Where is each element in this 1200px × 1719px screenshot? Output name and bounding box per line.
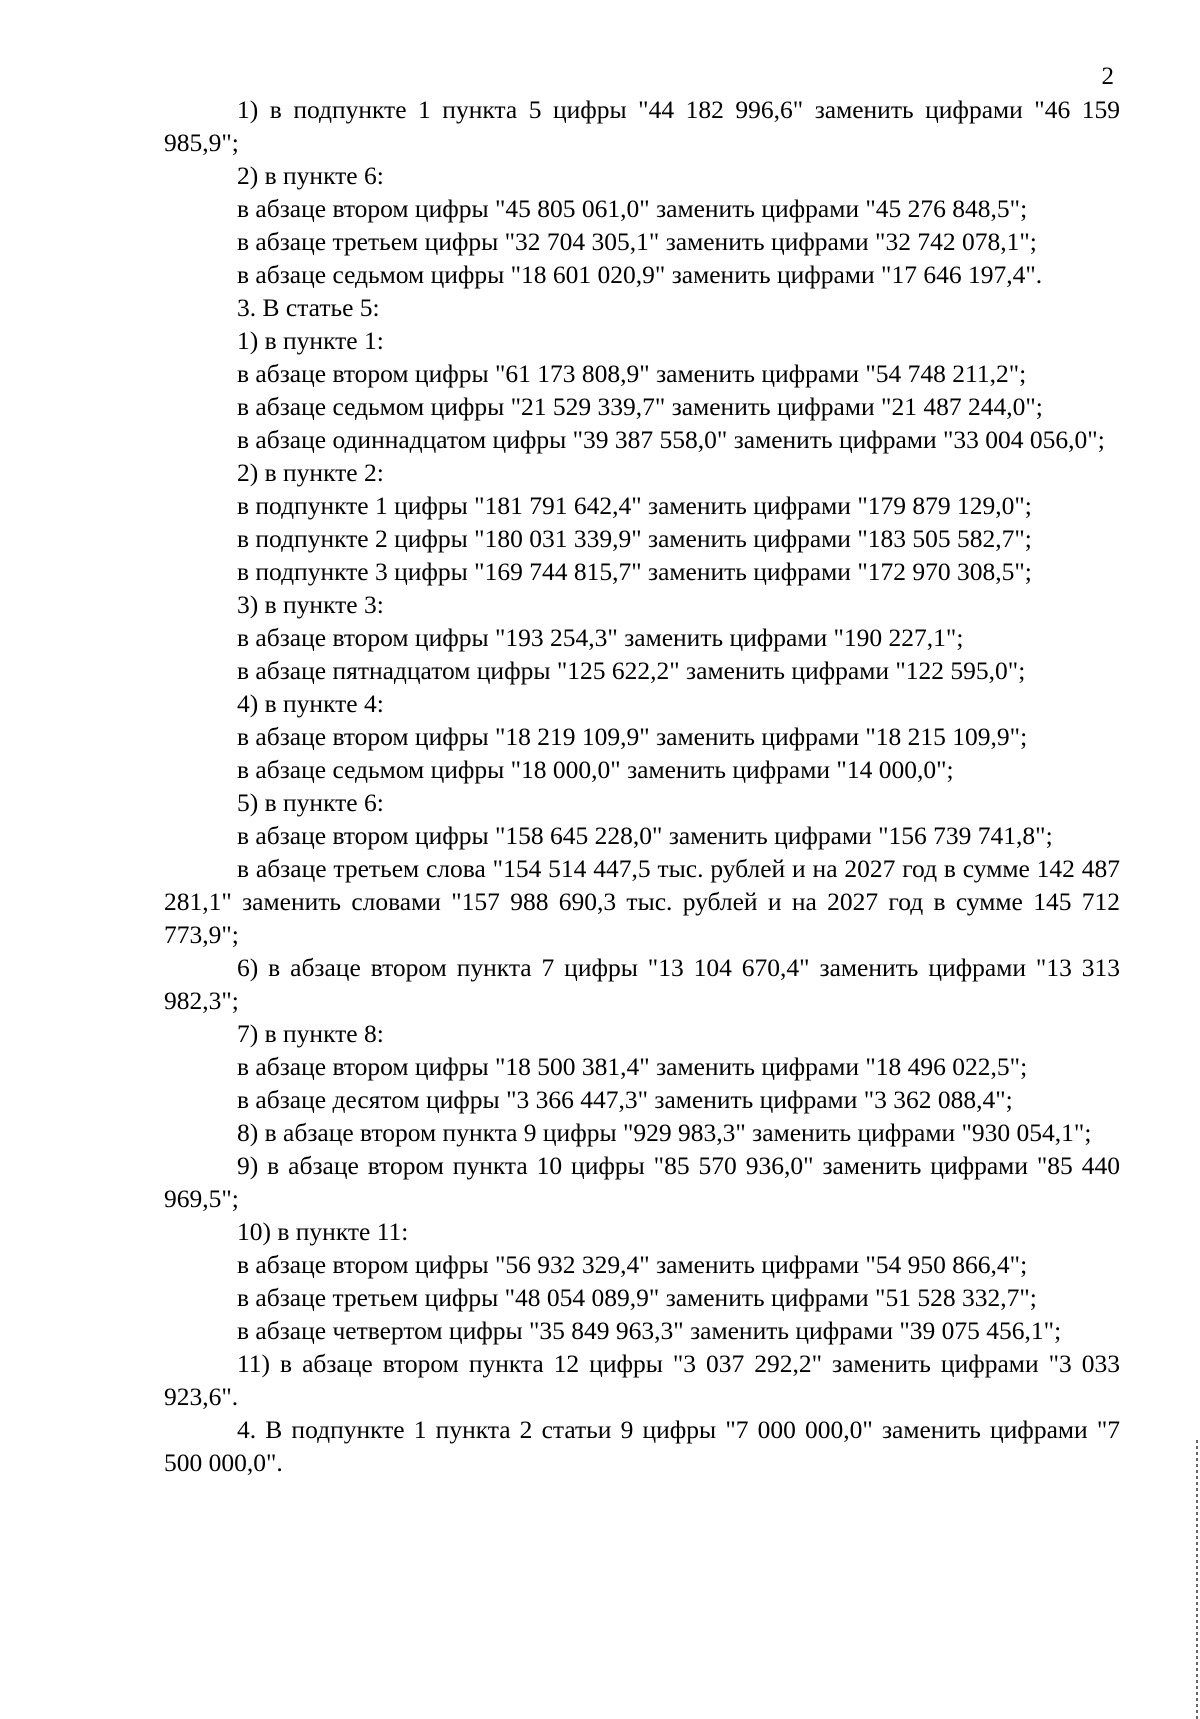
paragraph: 10) в пункте 11: <box>237 1217 409 1246</box>
paragraph: в абзаце втором цифры "56 932 329,4" заменить цифрами "54 950 866,4"; <box>237 1250 1028 1279</box>
paragraph: в подпункте 3 цифры "169 744 815,7" заменить цифрами "172 970 308,5"; <box>237 557 1032 586</box>
paragraph: в абзаце втором цифры "18 500 381,4" заменить цифрами "18 496 022,5"; <box>237 1052 1028 1081</box>
paragraph: 9) в абзаце втором пункта 10 цифры "85 570 936,0" заменить цифрами "85 440 969,5"; <box>164 1151 1120 1213</box>
paragraph: в абзаце втором цифры "18 219 109,9" заменить цифрами "18 215 109,9"; <box>237 722 1028 751</box>
paragraph: 6) в абзаце втором пункта 7 цифры "13 104 670,4" заменить цифрами "13 313 982,3"; <box>164 953 1120 1015</box>
paragraph: в абзаце втором цифры "158 645 228,0" заменить цифрами "156 739 741,8"; <box>237 821 1053 850</box>
paragraph: в абзаце третьем слова "154 514 447,5 тыс. рублей и на 2027 год в сумме 142 487 281,1" заменить словами "157 988 690,3 тыс. рублей и на 2027 год в сумме 145 712 773,9"; <box>164 854 1120 949</box>
paragraph: в абзаце одиннадцатом цифры "39 387 558,0" заменить цифрами "33 004 056,0"; <box>237 425 1105 454</box>
paragraph: 11) в абзаце втором пункта 12 цифры "3 037 292,2" заменить цифрами "3 033 923,6". <box>164 1349 1120 1411</box>
paragraph: в абзаце седьмом цифры "18 601 020,9" заменить цифрами "17 646 197,4". <box>237 260 1043 289</box>
paragraph: в абзаце пятнадцатом цифры "125 622,2" заменить цифрами "122 595,0"; <box>237 656 1026 685</box>
paragraph: 1) в подпункте 1 пункта 5 цифры "44 182 996,6" заменить цифрами "46 159 985,9"; <box>164 95 1120 157</box>
paragraph: 3) в пункте 3: <box>237 590 384 619</box>
page-number: 2 <box>1101 63 1114 90</box>
paragraph: 5) в пункте 6: <box>237 788 384 817</box>
paragraph: в абзаце седьмом цифры "21 529 339,7" заменить цифрами "21 487 244,0"; <box>237 392 1043 421</box>
paragraph: в подпункте 2 цифры "180 031 339,9" заменить цифрами "183 505 582,7"; <box>237 524 1032 553</box>
paragraph: 7) в пункте 8: <box>237 1019 384 1048</box>
paragraph: 4. В подпункте 1 пункта 2 статьи 9 цифры "7 000 000,0" заменить цифрами "7 500 000,0". <box>164 1415 1120 1477</box>
paragraph: в абзаце четвертом цифры "35 849 963,3" заменить цифрами "39 075 456,1"; <box>237 1316 1062 1345</box>
paragraph: 3. В статье 5: <box>237 293 380 322</box>
paragraph: 8) в абзаце втором пункта 9 цифры "929 983,3" заменить цифрами "930 054,1"; <box>237 1118 1092 1147</box>
paragraph: 2) в пункте 2: <box>237 458 384 487</box>
paragraph: 4) в пункте 4: <box>237 689 384 718</box>
paragraph: в абзаце третьем цифры "32 704 305,1" заменить цифрами "32 742 078,1"; <box>237 227 1037 256</box>
paragraph: в абзаце втором цифры "45 805 061,0" заменить цифрами "45 276 848,5"; <box>237 194 1028 223</box>
paragraph: 1) в пункте 1: <box>237 326 384 355</box>
paragraph: в подпункте 1 цифры "181 791 642,4" заменить цифрами "179 879 129,0"; <box>237 491 1032 520</box>
scan-edge-mark <box>1196 1440 1198 1719</box>
paragraph: 2) в пункте 6: <box>237 161 384 190</box>
paragraph: в абзаце третьем цифры "48 054 089,9" заменить цифрами "51 528 332,7"; <box>237 1283 1037 1312</box>
paragraph: в абзаце втором цифры "193 254,3" заменить цифрами "190 227,1"; <box>237 623 964 652</box>
paragraph: в абзаце десятом цифры "3 366 447,3" заменить цифрами "3 362 088,4"; <box>237 1085 1013 1114</box>
paragraph: в абзаце втором цифры "61 173 808,9" заменить цифрами "54 748 211,2"; <box>237 359 1027 388</box>
document-body <box>164 93 1120 1479</box>
paragraph: в абзаце седьмом цифры "18 000,0" заменить цифрами "14 000,0"; <box>237 755 954 784</box>
